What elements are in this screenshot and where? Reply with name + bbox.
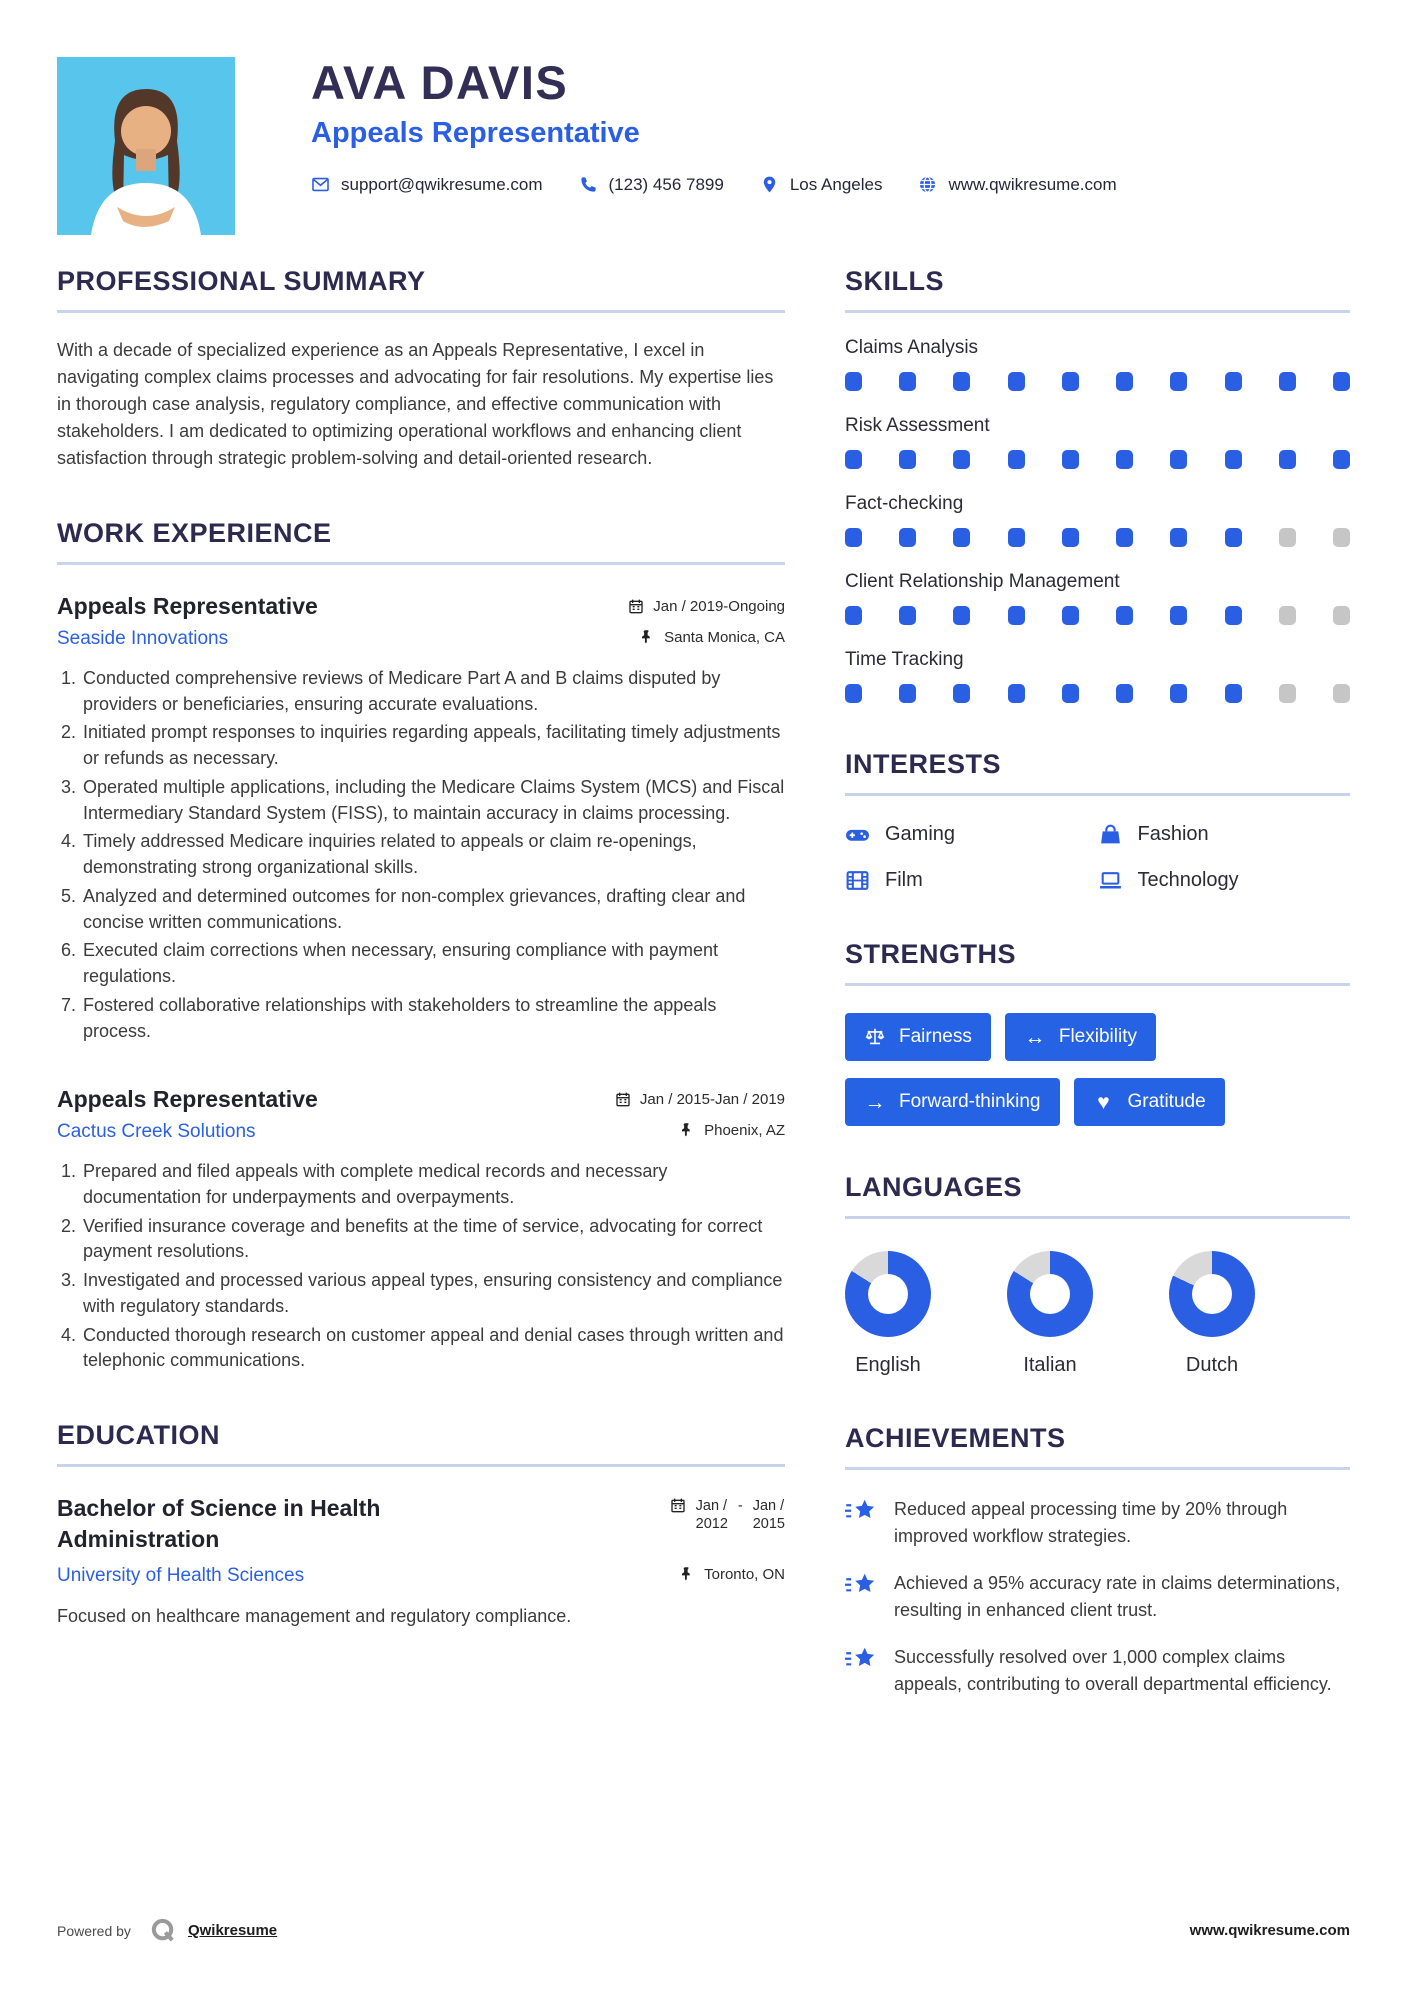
skill-dot [953, 450, 970, 469]
skill-dot [1225, 684, 1242, 703]
degree-row [57, 1493, 785, 1555]
languages-title: LANGUAGES [845, 1172, 1350, 1219]
section-interests [845, 749, 1350, 893]
calendar-icon [615, 1091, 631, 1107]
summary-title: PROFESSIONAL SUMMARY [57, 266, 785, 313]
strength-badges [845, 1013, 1350, 1126]
strength-label: Flexibility [1058, 1026, 1137, 1047]
skill-dot [1333, 606, 1350, 625]
school-link[interactable]: University of Health Sciences [57, 1565, 305, 1587]
section-professional-summary [57, 266, 785, 472]
skill-name: Client Relationship Management [845, 571, 1120, 592]
qwikresume-logo-icon [150, 1917, 177, 1944]
skill-name: Claims Analysis [845, 337, 979, 358]
language-donut-chart [1007, 1251, 1093, 1337]
right-arrow-icon: → [864, 1090, 886, 1114]
strengths-title: STRENGTHS [845, 939, 1350, 986]
skill-dot [1279, 606, 1296, 625]
achievement-item [845, 1570, 1350, 1624]
strength-badge [845, 1013, 991, 1061]
interest-label: Film [885, 869, 923, 891]
section-work-experience [57, 518, 785, 1374]
handbag-icon [1098, 822, 1123, 847]
strength-badge [845, 1078, 1060, 1126]
language-donut-chart [1169, 1251, 1255, 1337]
skill-name: Risk Assessment [845, 415, 990, 436]
job-location [639, 629, 785, 646]
skill-dot [899, 684, 916, 703]
job-bullet: 2. Verified insurance coverage and benefits at the time of service, advocating for correct payment resolutions. [81, 1214, 785, 1265]
skill-dot [953, 606, 970, 625]
powered-by-text: Powered by [57, 1922, 131, 1939]
job-bullet-list [57, 1159, 785, 1374]
contact-location [760, 175, 883, 195]
skill-dot [1333, 528, 1350, 547]
skill-rating [845, 606, 1350, 625]
skill-dot [1279, 372, 1296, 391]
skill-rating [845, 372, 1350, 391]
skill-dot [1062, 528, 1079, 547]
language-label: English [855, 1354, 921, 1376]
experience-title: WORK EXPERIENCE [57, 518, 785, 565]
company-row [57, 628, 785, 650]
job-bullet: 1. Prepared and filed appeals with complete medical records and necessary documentation for underpayments and overpayments. [81, 1159, 785, 1210]
globe-icon [918, 175, 937, 194]
header [57, 57, 1350, 235]
skill-row [845, 493, 1350, 547]
skill-dot [1225, 372, 1242, 391]
contact-website [918, 175, 1116, 195]
job-bullet: 4. Timely addressed Medicare inquiries related to appeals or claim re-openings, demonstrating strong organizational skills. [81, 829, 785, 880]
footer [57, 1917, 1350, 1944]
job-role: Appeals Representative [57, 1086, 318, 1113]
contact-row [311, 175, 1117, 195]
education-date-separator: - [737, 1498, 743, 1515]
film-icon [845, 868, 870, 893]
skill-dot [845, 528, 862, 547]
skill-dot [845, 606, 862, 625]
section-languages [845, 1172, 1350, 1377]
language-label: Italian [1023, 1354, 1077, 1376]
language-donut-chart [845, 1251, 931, 1337]
phone-icon [579, 175, 598, 194]
skill-dot [1008, 450, 1025, 469]
company-link[interactable]: Cactus Creek Solutions [57, 1121, 256, 1143]
skill-name: Time Tracking [845, 649, 964, 670]
education-dates [670, 1493, 785, 1555]
section-skills [845, 266, 1350, 703]
interest-label: Gaming [885, 823, 956, 845]
skill-dot [1279, 684, 1296, 703]
job-head [57, 1086, 785, 1113]
pushpin-icon [639, 629, 655, 645]
achievements-title: ACHIEVEMENTS [845, 1423, 1350, 1470]
skill-dot [1008, 528, 1025, 547]
skill-dot [1116, 372, 1133, 391]
summary-text: With a decade of specialized experience as an Appeals Representative, I excel in navigating complex claims processes and advocating for fair resolutions. My expertise lies in thorough case analysis, regulatory compliance, and effective communication with stakeholders. I am dedicated to optimizing operational workflows and enhancing client satisfaction through strategic problem-solving and detail-oriented research. [57, 340, 774, 468]
heart-icon: ♥ [1097, 1090, 1110, 1114]
skill-dot [953, 528, 970, 547]
left-right-arrow-icon: ↔ [1024, 1025, 1046, 1049]
main-content [57, 266, 1350, 1744]
education-end-year: 2015 [752, 1516, 785, 1533]
job-head [57, 593, 785, 620]
language-label: Dutch [1185, 1354, 1239, 1376]
contact-location-text: Los Angeles [789, 174, 883, 194]
skill-dot [953, 372, 970, 391]
skill-dot [1062, 450, 1079, 469]
skill-dot [1225, 450, 1242, 469]
job-location-text: Santa Monica, CA [664, 628, 785, 646]
achievement-item [845, 1496, 1350, 1550]
skill-dot [1279, 450, 1296, 469]
interest-label: Fashion [1137, 823, 1209, 845]
skill-row [845, 415, 1350, 469]
education-end-date [753, 1497, 785, 1533]
shooting-star-icon [845, 1645, 877, 1675]
skill-name: Fact-checking [845, 493, 964, 514]
interest-item [1098, 822, 1351, 847]
education-description: Focused on healthcare management and regulatory compliance. [57, 1606, 572, 1627]
skill-row [845, 571, 1350, 625]
skill-dot [1008, 684, 1025, 703]
skill-dot [845, 684, 862, 703]
job-bullet: 7. Fostered collaborative relationships with stakeholders to streamline the appeals process. [81, 993, 785, 1044]
education-start-month: Jan / [695, 1498, 728, 1515]
skill-dot [1116, 450, 1133, 469]
skill-dot [899, 372, 916, 391]
skill-dot [1225, 606, 1242, 625]
skill-dot [899, 528, 916, 547]
skill-dot [1333, 372, 1350, 391]
pushpin-icon [679, 1122, 695, 1138]
person-name: AVA DAVIS [311, 56, 569, 109]
job-entry [57, 1086, 785, 1374]
skill-dot [1279, 528, 1296, 547]
shooting-star-icon [845, 1497, 877, 1527]
language-item [1169, 1251, 1255, 1377]
achievement-text: Achieved a 95% accuracy rate in claims determinations, resulting in enhanced client trust. [894, 1573, 1341, 1620]
interest-label: Technology [1137, 869, 1239, 891]
skill-rating [845, 528, 1350, 547]
interest-item [845, 868, 1098, 893]
skill-dot [1170, 372, 1187, 391]
skill-rating [845, 684, 1350, 703]
achievement-text: Reduced appeal processing time by 20% through improved workflow strategies. [894, 1499, 1288, 1546]
skill-dot [953, 684, 970, 703]
skill-dot [1116, 606, 1133, 625]
skill-dot [1062, 606, 1079, 625]
job-location-text: Phoenix, AZ [704, 1121, 785, 1139]
skill-dot [899, 450, 916, 469]
skill-dot [1170, 528, 1187, 547]
section-education [57, 1420, 785, 1630]
section-strengths [845, 939, 1350, 1126]
person-job-title: Appeals Representative [311, 116, 640, 149]
skill-dot [1008, 606, 1025, 625]
job-bullet: 3. Operated multiple applications, including the Medicare Claims System (MCS) and Fiscal Intermediary Standard System (FISS), to maintain accuracy in claims processing. [81, 775, 785, 826]
company-row [57, 1121, 785, 1143]
left-column [57, 266, 785, 1744]
job-entry [57, 593, 785, 1044]
job-bullet: 6. Executed claim corrections when necessary, ensuring compliance with payment regulations. [81, 938, 785, 989]
job-bullet: 3. Investigated and processed various appeal types, ensuring consistency and compliance with regulatory standards. [81, 1268, 785, 1319]
job-dates [628, 598, 785, 615]
education-start-date [696, 1497, 728, 1533]
language-item [845, 1251, 931, 1377]
profile-photo-placeholder [57, 57, 235, 235]
job-bullet: 2. Initiated prompt responses to inquiries regarding appeals, facilitating timely adjustments or refunds as necessary. [81, 720, 785, 771]
education-end-month: Jan / [752, 1498, 785, 1515]
calendar-icon [670, 1497, 686, 1513]
job-dates [615, 1091, 785, 1108]
right-column [845, 266, 1350, 1744]
interest-item [1098, 868, 1351, 893]
job-bullet-list [57, 666, 785, 1044]
skill-dot [1062, 684, 1079, 703]
location-pin-icon [760, 175, 779, 194]
job-location [679, 1122, 785, 1139]
email-icon [311, 175, 330, 194]
skill-dot [845, 372, 862, 391]
interest-item [845, 822, 1098, 847]
section-achievements [845, 1423, 1350, 1698]
language-item [1007, 1251, 1093, 1377]
skill-dot [1170, 450, 1187, 469]
job-bullet: 5. Analyzed and determined outcomes for non-complex grievances, drafting clear and concise written communications. [81, 884, 785, 935]
company-link[interactable]: Seaside Innovations [57, 628, 229, 649]
education-start-year: 2012 [695, 1516, 728, 1533]
skill-dot [1062, 372, 1079, 391]
interests-title: INTERESTS [845, 749, 1350, 796]
skill-rating [845, 450, 1350, 469]
job-bullet: 1. Conducted comprehensive reviews of Medicare Part A and B claims disputed by providers or beneficiaries, ensuring accurate evaluations. [81, 666, 785, 717]
skill-dot [1116, 684, 1133, 703]
job-role: Appeals Representative [57, 593, 318, 619]
skill-row [845, 337, 1350, 391]
skill-dot [1116, 528, 1133, 547]
achievements-list [845, 1496, 1350, 1698]
languages-list [845, 1251, 1350, 1377]
contact-email [311, 175, 543, 195]
strength-badge [1074, 1078, 1225, 1126]
pushpin-icon [679, 1566, 695, 1582]
gamepad-icon [845, 822, 870, 847]
skills-title: SKILLS [845, 266, 1350, 313]
contact-website-text: www.qwikresume.com [948, 174, 1117, 194]
strength-badge [1005, 1013, 1156, 1061]
header-info [311, 57, 1117, 235]
job-dates-text: Jan / 2015-Jan / 2019 [639, 1090, 785, 1108]
contact-phone [579, 175, 724, 195]
education-location-text: Toronto, ON [704, 1565, 785, 1583]
achievement-item [845, 1644, 1350, 1698]
skill-dot [1333, 684, 1350, 703]
achievement-text: Successfully resolved over 1,000 complex claims appeals, contributing to overall departmental efficiency. [894, 1647, 1332, 1694]
contact-phone-text: (123) 456 7899 [608, 174, 724, 194]
degree-name: Bachelor of Science in Health Administration [57, 1495, 381, 1553]
skill-dot [1333, 450, 1350, 469]
strength-label: Forward-thinking [899, 1091, 1041, 1112]
skill-dot [1225, 528, 1242, 547]
education-title: EDUCATION [57, 1420, 785, 1467]
strength-label: Gratitude [1127, 1091, 1206, 1112]
skill-dot [899, 606, 916, 625]
skill-dot [1008, 372, 1025, 391]
skill-dot [1170, 684, 1187, 703]
laptop-icon [1098, 868, 1123, 893]
skill-dot [845, 450, 862, 469]
strength-label: Fairness [899, 1026, 972, 1047]
qwikresume-link[interactable]: Qwikresume [187, 1922, 278, 1939]
profile-photo [57, 57, 235, 235]
footer-website-text: www.qwikresume.com [1189, 1922, 1350, 1939]
calendar-icon [628, 598, 644, 614]
job-bullet: 4. Conducted thorough research on customer appeal and denial cases through written and telephonic communications. [81, 1323, 785, 1374]
school-row [57, 1565, 785, 1587]
shooting-star-icon [845, 1571, 877, 1601]
skill-row [845, 649, 1350, 703]
education-location [679, 1566, 785, 1583]
interests-grid [845, 822, 1350, 893]
skill-dot [1170, 606, 1187, 625]
balance-scale-icon [864, 1026, 886, 1048]
contact-email-text: support@qwikresume.com [341, 174, 543, 194]
job-dates-text: Jan / 2019-Ongoing [653, 597, 785, 615]
